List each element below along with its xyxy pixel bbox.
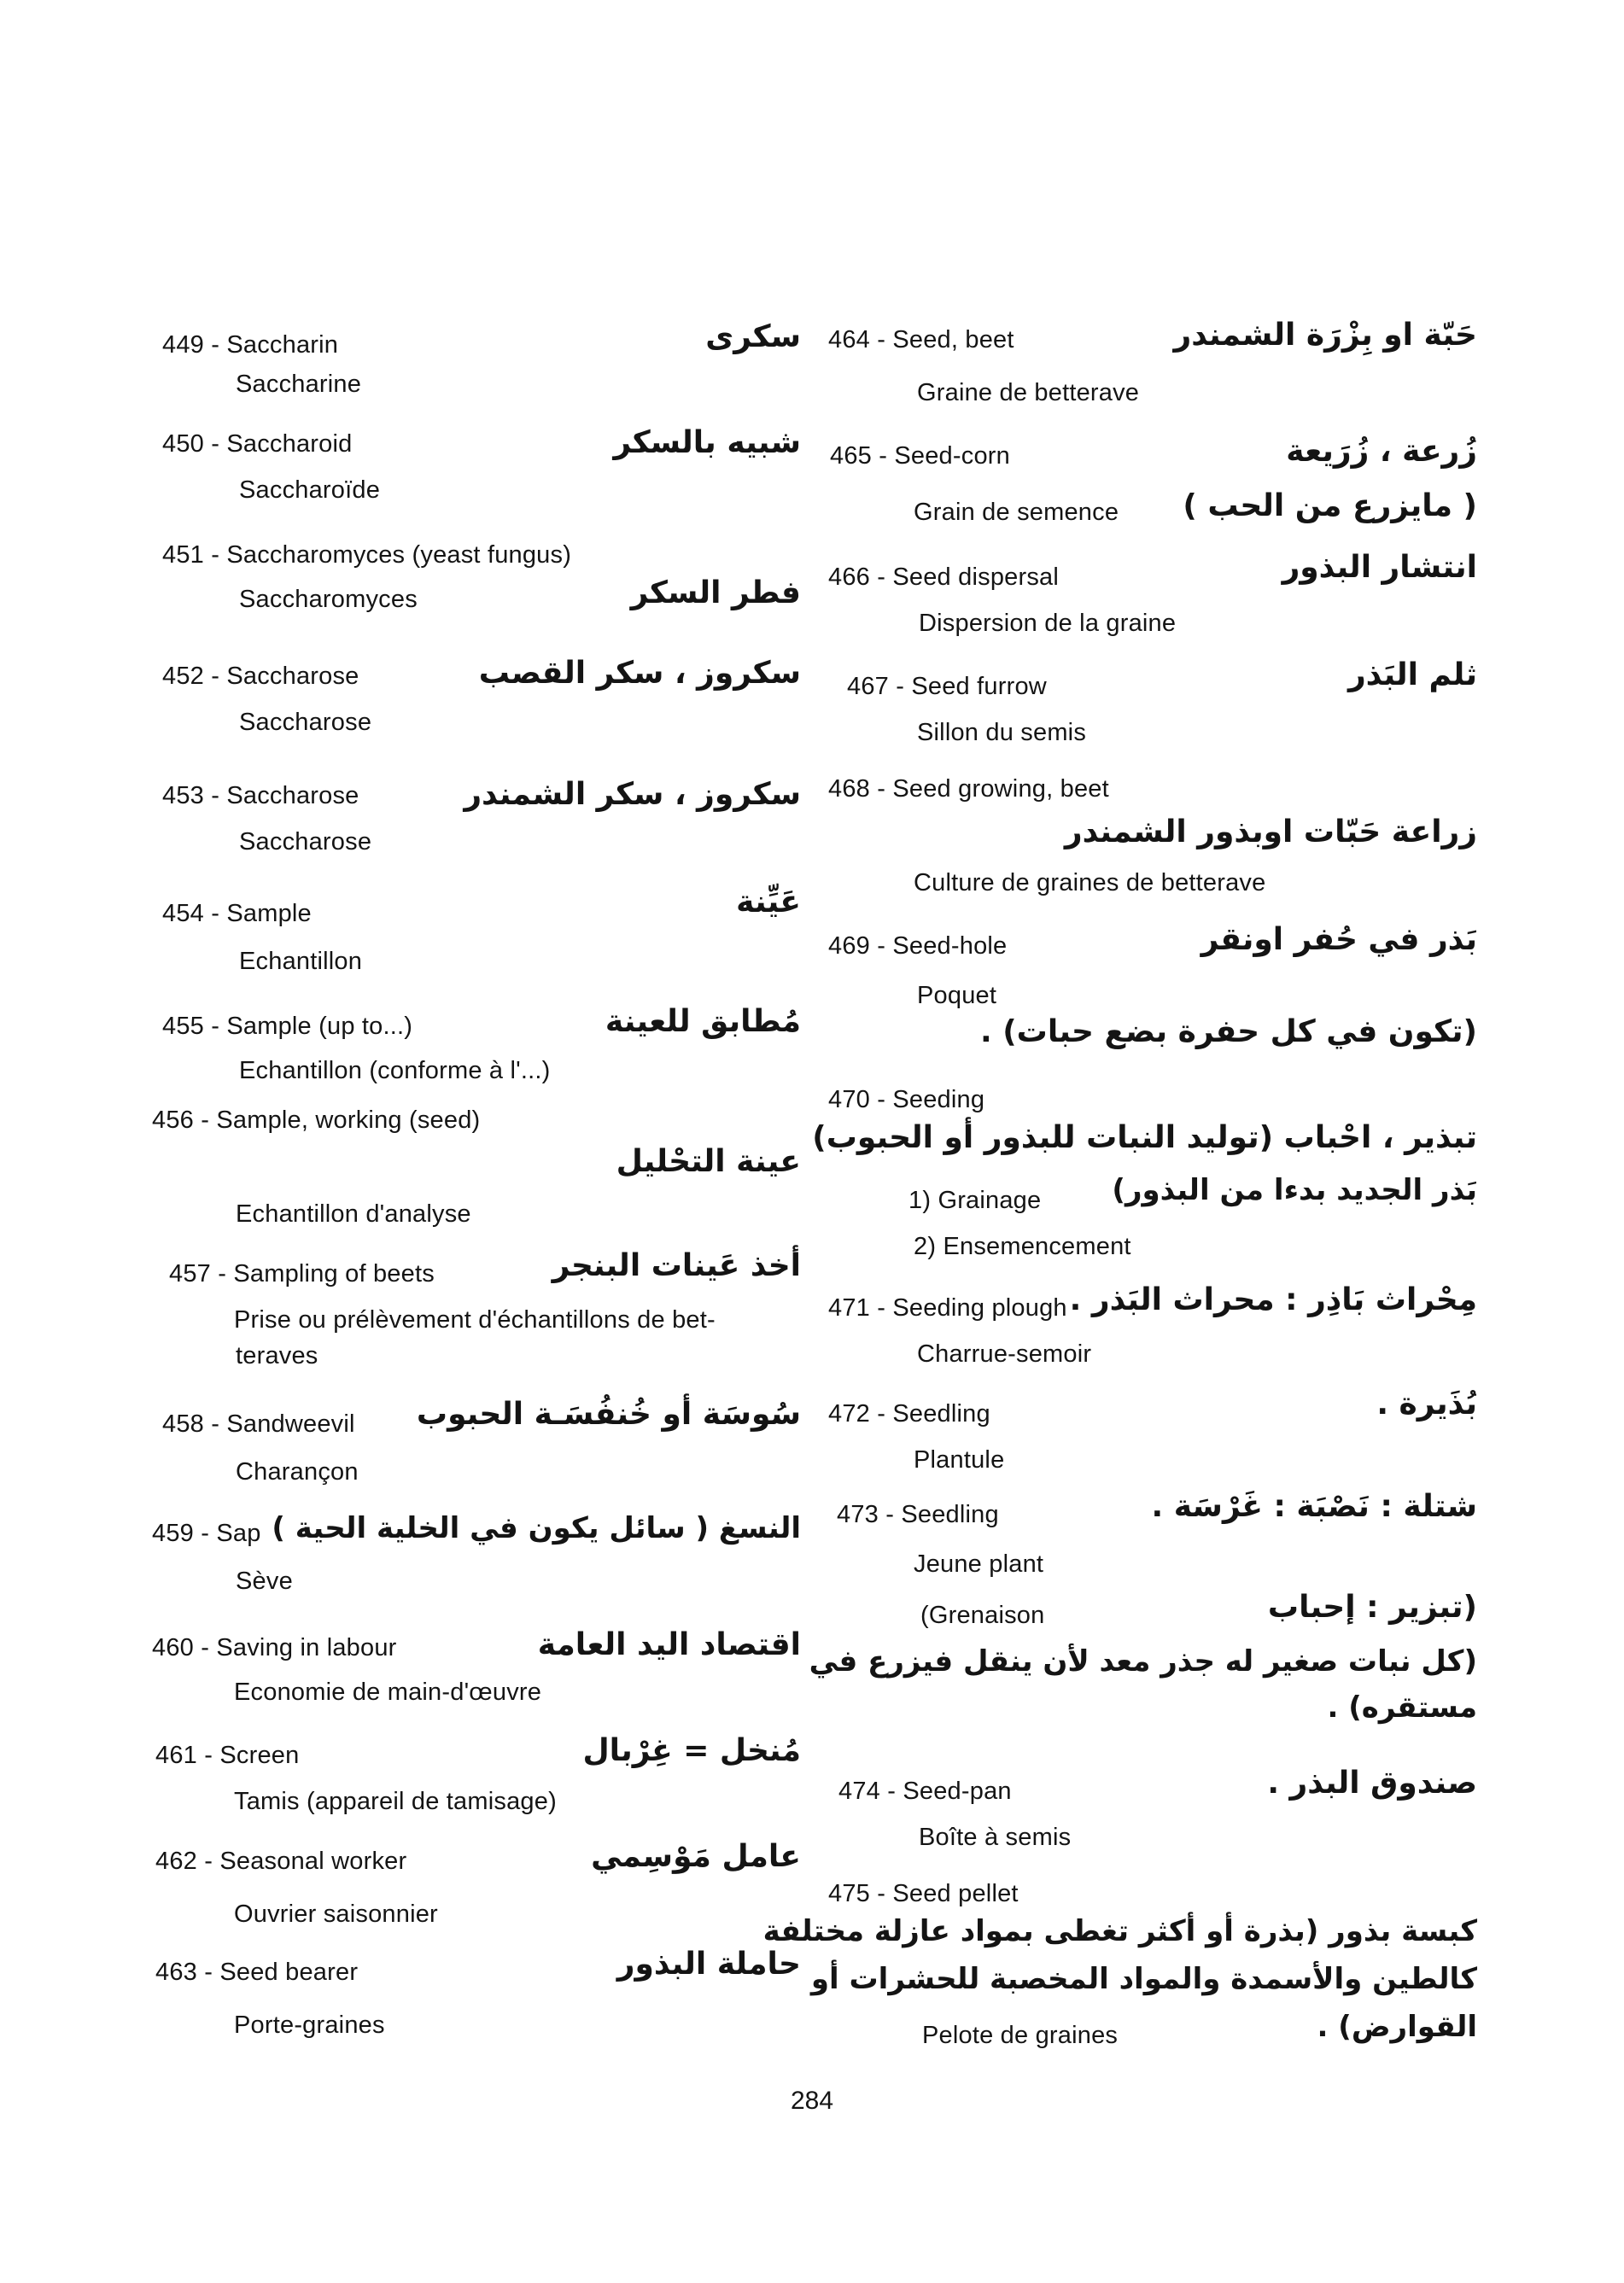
entry-french: Grain de semence bbox=[914, 499, 1119, 526]
entry-french: Prise ou prélèvement d'échantillons de bet- bbox=[234, 1306, 716, 1334]
entry-arabic: عَيِّنة bbox=[736, 885, 801, 920]
entry-arabic: مُنخل = غِرْبال bbox=[582, 1733, 801, 1768]
entry-term: 460 - Saving in labour bbox=[152, 1634, 397, 1661]
entry-arabic: النسغ ( سائل يكون في الخلية الحية ) bbox=[272, 1511, 801, 1545]
entry-french: Economie de main-d'œuvre bbox=[234, 1679, 542, 1706]
entry-french: Charrue-semoir bbox=[917, 1340, 1092, 1368]
entry-french: Echantillon d'analyse bbox=[236, 1200, 471, 1228]
entry-term: 449 - Saccharin bbox=[162, 331, 339, 359]
entry-french: Ouvrier saisonnier bbox=[234, 1901, 438, 1928]
entry-arabic-note-3: مستقره) . bbox=[1327, 1690, 1477, 1725]
entry-term: 462 - Seasonal worker bbox=[155, 1848, 407, 1875]
entry-french: Jeune plant bbox=[914, 1550, 1044, 1578]
entry-french: Charançon bbox=[236, 1458, 359, 1486]
entry-french: Tamis (appareil de tamisage) bbox=[234, 1788, 557, 1815]
entry-term: 457 - Sampling of beets bbox=[169, 1260, 435, 1287]
entry-french: Sève bbox=[236, 1568, 293, 1595]
entry-french: Saccharose bbox=[239, 709, 372, 736]
entry-arabic-note: ( مايزرع من الحب ) bbox=[1183, 488, 1477, 523]
entry-term: 464 - Seed, beet bbox=[828, 326, 1014, 353]
entry-arabic: زراعة حَبّات اوبذور الشمندر bbox=[1064, 815, 1477, 850]
entry-arabic: انتشار البذور bbox=[1282, 550, 1477, 585]
entry-arabic: اقتصاد اليد العامة bbox=[537, 1627, 801, 1662]
entry-term: 465 - Seed-corn bbox=[830, 442, 1010, 470]
entry-french: Porte-graines bbox=[234, 2011, 385, 2039]
entry-term: 454 - Sample bbox=[162, 900, 312, 927]
entry-arabic: كبسة بذور (بذرة أو أكثر تغطى بمواد عازلة مختلفة bbox=[762, 1914, 1477, 1948]
entry-arabic-note: (تكون في كل حفرة بضع حبات) . bbox=[979, 1014, 1477, 1049]
entry-french: Echantillon bbox=[239, 948, 363, 975]
entry-french: Sillon du semis bbox=[917, 719, 1087, 746]
entry-arabic: زُرعة ، زُرَيعة bbox=[1286, 434, 1477, 469]
entry-arabic: عينة التحْليل bbox=[616, 1144, 801, 1179]
entry-french: Boîte à semis bbox=[919, 1824, 1072, 1851]
entry-arabic: عامل مَوْسِمي bbox=[591, 1839, 801, 1874]
entry-term: 473 - Seedling bbox=[837, 1501, 999, 1528]
entry-arabic: أخذ عَينات البنجر bbox=[552, 1248, 801, 1283]
entry-arabic-note-2: (كل نبات صغير له جذر معد لأن ينقل فيزرع في bbox=[809, 1644, 1477, 1679]
entry-term: 463 - Seed bearer bbox=[155, 1959, 359, 1986]
entry-french-2: 2) Ensemencement bbox=[914, 1233, 1131, 1260]
entry-arabic: بُذَيرة . bbox=[1376, 1387, 1477, 1422]
entry-french: Echantillon (conforme à l'...) bbox=[239, 1057, 551, 1084]
entry-term: 450 - Saccharoid bbox=[162, 430, 353, 458]
entry-arabic: سكروز ، سكر الشمندر bbox=[464, 777, 801, 812]
entry-french: Graine de betterave bbox=[917, 379, 1140, 406]
entry-french-note: (Grenaison bbox=[920, 1602, 1045, 1629]
entry-arabic-cont: كالطين والأسمدة والمواد المخصبة للحشرات أو bbox=[810, 1962, 1477, 1996]
entry-term: 458 - Sandweevil bbox=[162, 1410, 355, 1438]
entry-french-cont: teraves bbox=[236, 1342, 318, 1369]
entry-french: Saccharoïde bbox=[239, 476, 381, 504]
entry-term: 451 - Saccharomyces (yeast fungus) bbox=[162, 541, 572, 569]
entry-arabic: حَبّة او بِزْرَة الشمندر bbox=[1173, 318, 1477, 353]
entry-arabic: شتلة : نَصْبَة : غَرْسَة . bbox=[1151, 1489, 1477, 1524]
entry-term: 455 - Sample (up to...) bbox=[162, 1013, 413, 1040]
entry-arabic: سكروز ، سكر القصب bbox=[478, 656, 801, 691]
entry-arabic-note: (تبزير : إحباب bbox=[1267, 1590, 1477, 1625]
entry-arabic: مُطابق للعينة bbox=[605, 1004, 801, 1039]
entry-term: 474 - Seed-pan bbox=[838, 1778, 1012, 1805]
entry-arabic: سكرى bbox=[705, 319, 801, 354]
entry-term: 469 - Seed-hole bbox=[828, 932, 1008, 960]
entry-french: Saccharine bbox=[236, 371, 362, 398]
entry-term: 468 - Seed growing, beet bbox=[828, 775, 1109, 803]
entry-term: 453 - Saccharose bbox=[162, 782, 359, 809]
entry-term: 470 - Seeding bbox=[828, 1086, 985, 1113]
entry-french: Pelote de graines bbox=[922, 2022, 1119, 2049]
entry-french: Saccharose bbox=[239, 828, 372, 855]
entry-french: Saccharomyces bbox=[239, 586, 418, 613]
entry-term: 475 - Seed pellet bbox=[828, 1880, 1019, 1907]
entry-arabic: صندوق البذر . bbox=[1267, 1766, 1477, 1801]
entry-arabic: سُوسَة أو خُنفُسَـة الحبوب bbox=[416, 1397, 801, 1432]
entry-arabic: تبذير ، احْباب (توليد النبات للبذور أو الحبوب) bbox=[812, 1120, 1477, 1155]
page-number: 284 bbox=[790, 2087, 834, 2115]
entry-arabic: حاملة البذور bbox=[616, 1947, 801, 1982]
entry-term: 461 - Screen bbox=[155, 1742, 300, 1769]
entry-french: Culture de graines de betterave bbox=[914, 869, 1266, 896]
entry-french: Dispersion de la graine bbox=[919, 610, 1177, 637]
entry-arabic: مِحْراث بَاذِر : محراث البَذر . bbox=[1069, 1282, 1477, 1317]
entry-term: 472 - Seedling bbox=[828, 1400, 990, 1428]
entry-arabic: شبيه بالسكر bbox=[613, 425, 801, 460]
entry-arabic-note: بَذر الجديد بدءا من البذور) bbox=[1112, 1173, 1477, 1207]
entry-term: 467 - Seed furrow bbox=[847, 673, 1047, 700]
entry-term: 452 - Saccharose bbox=[162, 663, 359, 690]
entry-term: 456 - Sample, working (seed) bbox=[152, 1106, 481, 1134]
entry-french: Plantule bbox=[914, 1446, 1005, 1474]
entry-french-1: 1) Grainage bbox=[908, 1187, 1042, 1214]
entry-arabic: فطر السكر bbox=[630, 575, 801, 610]
entry-arabic: ثلم البَذر bbox=[1347, 657, 1477, 692]
entry-arabic-cont-2: القوارض) . bbox=[1317, 2010, 1477, 2044]
entry-term: 471 - Seeding plough bbox=[828, 1294, 1067, 1322]
entry-term: 459 - Sap bbox=[152, 1520, 261, 1547]
entry-french: Poquet bbox=[917, 982, 997, 1009]
entry-arabic: بَذر في حُفر اونقر bbox=[1200, 922, 1477, 957]
entry-term: 466 - Seed dispersal bbox=[828, 563, 1059, 591]
